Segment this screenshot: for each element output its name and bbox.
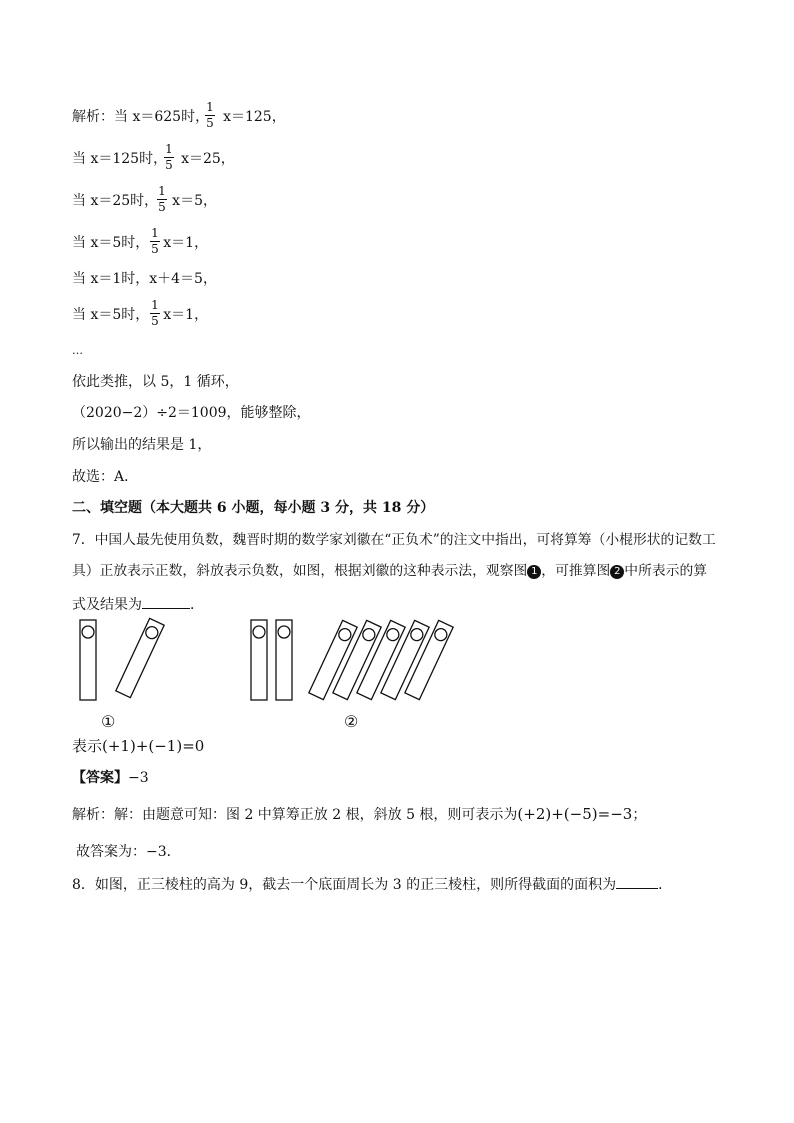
q8-line-1: 8．如图，正三棱柱的高为 9，截去一个底面周长为 3 的正三棱柱，则所得截面的面积为 ． <box>72 874 672 894</box>
analysis-line-7: 依此类推，以 5，1 循环， <box>72 374 239 390</box>
q7-line-2: 具）正放表示正数，斜放表示负数，如图，根据刘徽的这种表示法，观察图 1 ，可推算图 2 中所表示的算 <box>72 563 708 579</box>
analysis-line-3: 当 x＝25时， x＝5， <box>72 193 217 209</box>
analysis-line-2: 当 x＝125时， x＝25， <box>72 151 235 167</box>
circled-two-icon: 2 <box>610 565 624 579</box>
analysis-line-1: 解析：当 x＝625时， x＝125， <box>72 109 286 125</box>
answer-blank <box>616 874 658 889</box>
q7-line-3: 式及结果为 ． <box>72 594 204 614</box>
figure-1-label: ① <box>101 712 116 731</box>
slanted-rod <box>116 618 164 697</box>
q7-solution-1: 解析：解：由题意可知：图 2 中算筹正放 2 根，斜放 5 根，则可表示为(+2)+(−5)=−3； <box>72 805 647 823</box>
upright-rod <box>251 620 267 700</box>
figure-2-label: ② <box>344 712 359 731</box>
slanted-rod <box>333 620 381 699</box>
analysis-line-4: 当 x＝5时， x＝1， <box>72 235 209 251</box>
section-title: 二、填空题（本大题共 6 小题，每小题 3 分，共 18 分） <box>72 500 435 516</box>
slanted-rod <box>357 620 405 699</box>
q7-answer <box>72 769 149 787</box>
answer-value: −3 <box>128 770 149 786</box>
answer-label: 【答案】 <box>72 770 128 786</box>
slanted-rod <box>381 620 429 699</box>
counting-rods-figure <box>60 612 480 707</box>
analysis-line-8: （2020−2）÷2＝1009，能够整除， <box>72 405 311 421</box>
analysis-line-10: 故选：A． <box>72 469 139 485</box>
answer-blank <box>142 594 190 609</box>
q7-solution-2: 故答案为：−3． <box>76 844 181 860</box>
solution-expression: (+2)+(−5)=−3 <box>517 805 633 823</box>
slanted-rod <box>405 620 453 699</box>
analysis-ellipsis: … <box>72 344 83 357</box>
q7-line-1: 7．中国人最先使用负数，魏晋时期的数学家刘徽在“正负术”的注文中指出，可将算筹（小棍形状的记数工 <box>72 532 716 548</box>
analysis-text: 解析：当 x＝625时， <box>72 109 210 125</box>
upright-rod <box>80 620 96 700</box>
analysis-line-5: 当 x＝1时，x＋4＝5， <box>72 271 217 287</box>
analysis-line-9: 所以输出的结果是 1， <box>72 437 212 453</box>
upright-rod <box>276 620 292 700</box>
q7-figure-caption: 表示(+1)+(−1)=0 <box>72 737 205 755</box>
slanted-rod <box>309 620 357 699</box>
circled-one-icon: 1 <box>527 565 541 579</box>
analysis-line-6: 当 x＝5时， x＝1， <box>72 307 209 323</box>
